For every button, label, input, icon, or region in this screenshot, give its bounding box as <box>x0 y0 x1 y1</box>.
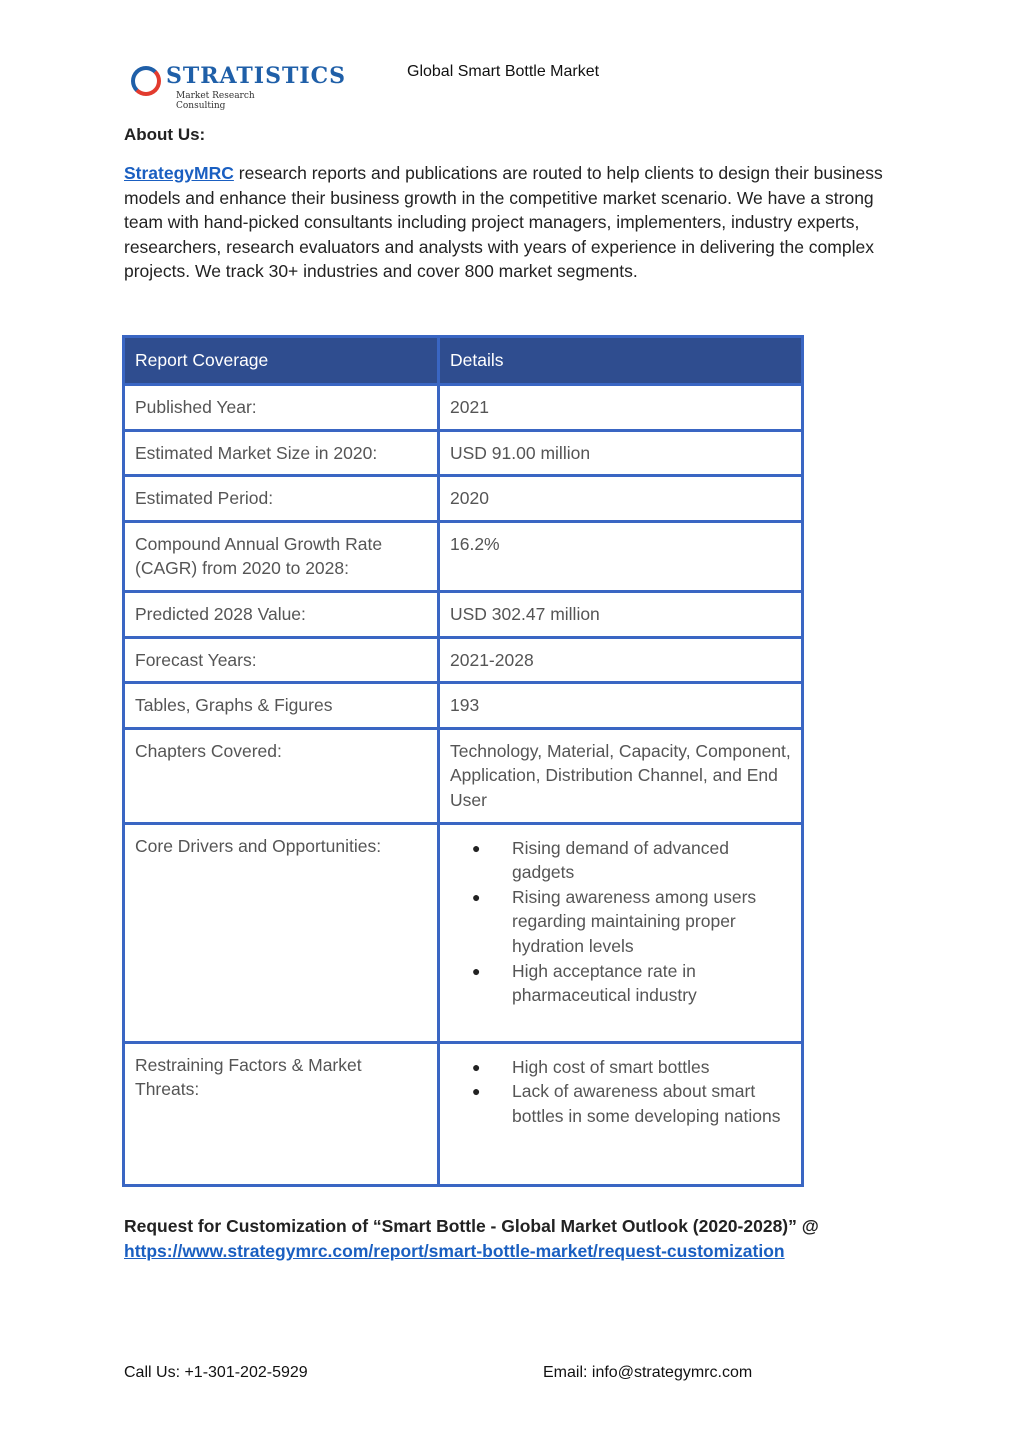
table-row-drivers <box>124 823 803 1042</box>
row-value: 2021 <box>439 385 803 431</box>
table-row <box>124 476 803 522</box>
row-label: Restraining Factors & Market Threats: <box>124 1042 439 1185</box>
table-row-restraints <box>124 1042 803 1185</box>
restraints-list <box>450 1055 791 1129</box>
customization-link[interactable]: https://www.strategymrc.com/report/smart-bottle-market/request-customization <box>124 1240 785 1261</box>
about-heading: About Us: <box>124 125 206 144</box>
row-value: 193 <box>439 683 803 729</box>
row-label: Chapters Covered: <box>124 728 439 823</box>
row-label: Estimated Market Size in 2020: <box>124 430 439 476</box>
drivers-list-cell <box>439 823 803 1042</box>
table-row <box>124 385 803 431</box>
about-paragraph <box>124 161 904 284</box>
list-item: ● Lack of awareness about smart bottles in some developing nations <box>502 1079 791 1128</box>
customization-request <box>124 1214 904 1263</box>
row-label: Tables, Graphs & Figures <box>124 683 439 729</box>
logo-tagline: Market Research Consulting <box>176 91 255 111</box>
strategymrc-link[interactable]: StrategyMRC <box>124 163 234 183</box>
header-details: Details <box>439 337 803 385</box>
row-label: Core Drivers and Opportunities: <box>124 823 439 1042</box>
table-row <box>124 637 803 683</box>
company-logo <box>128 58 347 111</box>
row-label: Published Year: <box>124 385 439 431</box>
footer-phone: Call Us: +1-301-202-5929 <box>124 1364 308 1381</box>
row-value: USD 302.47 million <box>439 591 803 637</box>
customization-text: Request for Customization of “Smart Bottle - Global Market Outlook (2020-2028)” @ <box>124 1216 819 1236</box>
document-title: Global Smart Bottle Market <box>407 63 600 80</box>
table-row <box>124 430 803 476</box>
drivers-list <box>450 836 791 1008</box>
logo-text: STRATISTICS <box>166 63 347 89</box>
list-item: ● High acceptance rate in pharmaceutical industry <box>502 959 791 1008</box>
row-value: 2021-2028 <box>439 637 803 683</box>
table-row <box>124 521 803 591</box>
list-item: ● High cost of smart bottles <box>502 1055 791 1080</box>
table-row <box>124 683 803 729</box>
header-report-coverage: Report Coverage <box>124 337 439 385</box>
restraints-list-cell <box>439 1042 803 1185</box>
row-value: USD 91.00 million <box>439 430 803 476</box>
list-item: ● Rising demand of advanced gadgets <box>502 836 791 885</box>
table-row <box>124 591 803 637</box>
table-row <box>124 728 803 823</box>
table-header-row <box>124 337 803 385</box>
list-item: ● Rising awareness among users regarding maintaining proper hydration levels <box>502 885 791 959</box>
row-label: Compound Annual Growth Rate (CAGR) from 2020 to 2028: <box>124 521 439 591</box>
footer-email: Email: info@strategymrc.com <box>543 1364 753 1381</box>
row-label: Estimated Period: <box>124 476 439 522</box>
row-label: Forecast Years: <box>124 637 439 683</box>
row-value: 2020 <box>439 476 803 522</box>
row-label: Predicted 2028 Value: <box>124 591 439 637</box>
row-value: Technology, Material, Capacity, Component, Application, Distribution Channel, and End User <box>439 728 803 823</box>
report-coverage-table <box>122 335 804 1187</box>
about-body-text: research reports and publications are routed to help clients to design their business models and enhance their business growth in the competitive market scenario. We have a strong team with hand-picked consultants including project managers, implementers, industry experts, researchers, research evaluators and analysts with years of experience in delivering the complex projects. We track 30+ industries and cover 800 market segments. <box>124 163 883 282</box>
row-value: 16.2% <box>439 521 803 591</box>
logo-mark-icon <box>131 66 161 96</box>
